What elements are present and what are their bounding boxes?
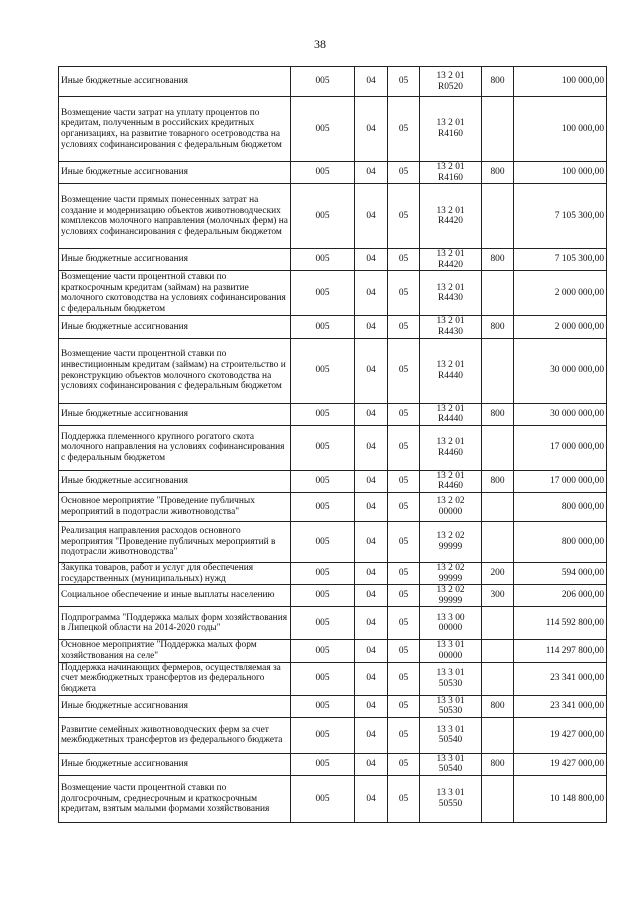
row-sum-cell: 800 000,00 [514,521,607,562]
row-name-cell: Социальное обеспечение и иные выплаты населению [59,585,291,607]
target-article-line: 13 3 01 [436,667,465,678]
row-subsection-cell: 05 [388,184,420,249]
row-expense-type-cell [482,607,514,640]
row-target-article-cell [420,338,482,403]
page-number: 38 [314,37,326,51]
row-admin-code-cell: 005 [291,562,355,584]
row-expense-type-cell: 800 [482,470,514,492]
row-subsection-cell: 05 [388,521,420,562]
row-name-cell: Основное мероприятие "Поддержка малых форм хозяйствования на селе" [59,640,291,662]
row-target-article-cell [420,775,482,822]
target-article-line: 13 2 01 [436,205,465,216]
row-name-cell: Иные бюджетные ассигнования [59,162,291,184]
row-subsection-cell: 05 [388,717,420,753]
row-section-cell: 04 [355,249,388,271]
target-article-line: 13 2 01 [436,162,465,172]
row-admin-code-cell: 005 [291,753,355,775]
target-article-line: 13 2 02 [436,496,465,507]
row-admin-code-cell: 005 [291,585,355,607]
table-row [59,162,607,184]
row-expense-type-cell [482,775,514,822]
row-name-cell: Иные бюджетные ассигнования [59,753,291,775]
row-expense-type-cell: 300 [482,585,514,607]
row-target-article-cell [420,184,482,249]
row-admin-code-cell: 005 [291,521,355,562]
row-expense-type-cell: 800 [482,316,514,338]
table-row [59,662,607,695]
row-expense-type-cell [482,97,514,162]
row-expense-type-cell: 200 [482,562,514,584]
row-section-cell: 04 [355,521,388,562]
row-name-cell: Возмещение части процентной ставки по долгосрочным, среднесрочным и краткосрочным кредитам, взятым малыми формами хозяйствования [59,775,291,822]
row-sum-cell: 114 297 800,00 [514,640,607,662]
row-section-cell: 04 [355,753,388,775]
table-row [59,184,607,249]
row-name-cell: Основное мероприятие "Проведение публичных мероприятий в подотрасли животноводства" [59,492,291,521]
target-article-line: R4460 [437,447,463,458]
row-target-article-cell [420,717,482,753]
row-subsection-cell: 05 [388,67,420,97]
target-article-line: 00000 [438,623,463,634]
row-target-article-cell [420,271,482,316]
row-admin-code-cell: 005 [291,695,355,717]
row-sum-cell: 594 000,00 [514,562,607,584]
row-name-cell: Иные бюджетные ассигнования [59,249,291,271]
row-section-cell: 04 [355,403,388,425]
row-expense-type-cell [482,338,514,403]
table-row [59,97,607,162]
row-admin-code-cell: 005 [291,249,355,271]
row-target-article-cell [420,316,482,338]
row-subsection-cell: 05 [388,492,420,521]
table-row [59,403,607,425]
row-target-article-cell [420,492,482,521]
row-subsection-cell: 05 [388,249,420,271]
target-article-line: R4160 [437,129,463,139]
row-name-cell: Реализация направления расходов основного мероприятия "Проведение публичных мероприятий в подотрасли животноводства" [59,521,291,562]
row-admin-code-cell: 005 [291,492,355,521]
row-section-cell: 04 [355,184,388,249]
row-subsection-cell: 05 [388,271,420,316]
table-row [59,249,607,271]
table-row [59,562,607,584]
row-expense-type-cell [482,184,514,249]
target-article-line: 13 2 01 [436,470,465,481]
row-sum-cell: 114 592 800,00 [514,607,607,640]
target-article-line: R4460 [437,481,463,492]
target-article-line: 13 3 01 [436,753,465,764]
target-article-line: R0520 [437,81,463,92]
target-article-line: R4440 [437,370,463,381]
budget-table [58,66,607,823]
row-admin-code-cell: 005 [291,338,355,403]
row-admin-code-cell: 005 [291,640,355,662]
row-name-cell: Возмещение части прямых понесенных затрат на создание и модернизацию объектов животноводческих комплексов молочного направления (молочных ферм) на условиях софинансирования с федеральным бюджетом [59,184,291,249]
row-target-article-cell [420,695,482,717]
row-section-cell: 04 [355,717,388,753]
row-subsection-cell: 05 [388,562,420,584]
row-target-article-cell [420,585,482,607]
target-article-line: 13 3 01 [436,640,465,651]
row-target-article-cell [420,470,482,492]
row-subsection-cell: 05 [388,695,420,717]
row-expense-type-cell [482,425,514,470]
row-target-article-cell [420,753,482,775]
target-article-line: 13 2 01 [436,437,465,448]
row-sum-cell: 2 000 000,00 [514,316,607,338]
row-sum-cell: 30 000 000,00 [514,403,607,425]
row-admin-code-cell: 005 [291,403,355,425]
row-admin-code-cell: 005 [291,425,355,470]
row-section-cell: 04 [355,97,388,162]
row-sum-cell: 100 000,00 [514,162,607,184]
row-admin-code-cell: 005 [291,662,355,695]
target-article-line: 50530 [438,678,463,689]
row-target-article-cell [420,97,482,162]
target-article-line: 13 3 00 [436,612,465,623]
row-subsection-cell: 05 [388,162,420,184]
target-article-line: 00000 [438,650,463,661]
row-expense-type-cell: 800 [482,753,514,775]
table-row [59,316,607,338]
row-sum-cell: 206 000,00 [514,585,607,607]
row-name-cell: Иные бюджетные ассигнования [59,403,291,425]
row-name-cell: Возмещение части процентной ставки по краткосрочным кредитам (займам) на развитие молочного скотоводства на условиях софинансирования с федеральным бюджетом [59,271,291,316]
row-name-cell: Иные бюджетные ассигнования [59,470,291,492]
row-name-cell: Иные бюджетные ассигнования [59,67,291,97]
target-article-line: R4430 [437,326,463,337]
target-article-line: 13 2 02 [436,531,465,542]
row-admin-code-cell: 005 [291,717,355,753]
row-sum-cell: 30 000 000,00 [514,338,607,403]
row-subsection-cell: 05 [388,640,420,662]
row-name-cell: Поддержка племенного крупного рогатого скота молочного направления на условиях софинансирования с федеральным бюджетом [59,425,291,470]
target-article-line: 13 2 02 [436,585,465,596]
row-name-cell: Закупка товаров, работ и услуг для обеспечения государственных (муниципальных) нужд [59,562,291,584]
row-name-cell: Иные бюджетные ассигнования [59,316,291,338]
row-subsection-cell: 05 [388,470,420,492]
target-article-line: 13 2 01 [436,282,465,293]
target-article-line: R4420 [437,259,463,270]
row-section-cell: 04 [355,67,388,97]
row-name-cell: Возмещение части процентной ставки по инвестиционным кредитам (займам) на строительство и реконструкцию объектов молочного скотоводства на условиях софинансирования с федеральным бюджетом [59,338,291,403]
row-target-article-cell [420,521,482,562]
row-subsection-cell: 05 [388,316,420,338]
target-article-line: R4430 [437,293,463,304]
target-article-line: 50530 [438,706,463,717]
target-article-line: 13 2 01 [436,403,465,414]
row-section-cell: 04 [355,316,388,338]
row-subsection-cell: 05 [388,97,420,162]
row-expense-type-cell [482,640,514,662]
row-subsection-cell: 05 [388,403,420,425]
table-row [59,338,607,403]
row-name-cell: Возмещение части затрат на уплату процентов по кредитам, полученным в российских кредитных организациях, на развитие товарного осетроводства на условиях софинансирования с федеральным бюджетом [59,97,291,162]
target-article-line: R4160 [437,172,463,183]
row-section-cell: 04 [355,607,388,640]
row-section-cell: 04 [355,562,388,584]
row-sum-cell: 7 105 300,00 [514,184,607,249]
target-article-line: R4420 [437,216,463,227]
target-article-line: 13 2 02 [436,562,465,573]
target-article-line: 99999 [438,573,463,584]
table-row [59,717,607,753]
row-admin-code-cell: 005 [291,97,355,162]
target-article-line: 13 3 01 [436,724,465,735]
table-row [59,585,607,607]
row-admin-code-cell: 005 [291,67,355,97]
row-sum-cell: 2 000 000,00 [514,271,607,316]
row-sum-cell: 100 000,00 [514,67,607,97]
row-target-article-cell [420,640,482,662]
table-row [59,607,607,640]
target-article-line: 00000 [438,506,463,517]
row-section-cell: 04 [355,585,388,607]
row-name-cell: Развитие семейных животноводческих ферм за счет межбюджетных трансфертов из федерального бюджета [59,717,291,753]
row-subsection-cell: 05 [388,585,420,607]
row-target-article-cell [420,562,482,584]
target-article-line: 13 2 01 [436,316,465,327]
row-section-cell: 04 [355,271,388,316]
row-target-article-cell [420,662,482,695]
row-section-cell: 04 [355,425,388,470]
row-sum-cell: 10 148 800,00 [514,775,607,822]
row-admin-code-cell: 005 [291,316,355,338]
row-admin-code-cell: 005 [291,775,355,822]
row-sum-cell: 19 427 000,00 [514,753,607,775]
row-expense-type-cell [482,492,514,521]
row-sum-cell: 17 000 000,00 [514,425,607,470]
row-subsection-cell: 05 [388,753,420,775]
row-expense-type-cell [482,662,514,695]
row-expense-type-cell [482,521,514,562]
row-sum-cell: 17 000 000,00 [514,470,607,492]
row-subsection-cell: 05 [388,607,420,640]
table-row [59,753,607,775]
row-expense-type-cell: 800 [482,249,514,271]
row-target-article-cell [420,162,482,184]
budget-table-body [59,67,607,823]
row-admin-code-cell: 005 [291,607,355,640]
row-subsection-cell: 05 [388,338,420,403]
target-article-line: 50550 [438,798,463,809]
table-row [59,775,607,822]
row-expense-type-cell: 800 [482,695,514,717]
table-row [59,470,607,492]
row-expense-type-cell: 800 [482,162,514,184]
table-row [59,695,607,717]
row-sum-cell: 800 000,00 [514,492,607,521]
row-name-cell: Подпрограмма "Поддержка малых форм хозяйствования в Липецкой области на 2014-2020 годы" [59,607,291,640]
row-subsection-cell: 05 [388,425,420,470]
row-sum-cell: 23 341 000,00 [514,662,607,695]
row-expense-type-cell [482,271,514,316]
target-article-line: 13 2 01 [436,70,465,81]
target-article-line: 50540 [438,764,463,775]
row-target-article-cell [420,607,482,640]
target-article-line: 99999 [438,541,463,552]
target-article-line: R4440 [437,414,463,425]
row-subsection-cell: 05 [388,662,420,695]
row-sum-cell: 19 427 000,00 [514,717,607,753]
table-row [59,67,607,97]
row-target-article-cell [420,403,482,425]
table-row [59,271,607,316]
row-expense-type-cell [482,717,514,753]
target-article-line: 13 2 01 [436,249,465,260]
target-article-line: 13 3 01 [436,788,465,799]
row-name-cell: Иные бюджетные ассигнования [59,695,291,717]
row-subsection-cell: 05 [388,775,420,822]
row-name-cell: Поддержка начинающих фермеров, осуществляемая за счет межбюджетных трансфертов из федерального бюджета [59,662,291,695]
row-section-cell: 04 [355,470,388,492]
target-article-line: 99999 [438,595,463,606]
row-section-cell: 04 [355,162,388,184]
target-article-line: 13 2 01 [436,118,465,129]
row-sum-cell: 100 000,00 [514,97,607,162]
row-section-cell: 04 [355,338,388,403]
table-row [59,492,607,521]
row-admin-code-cell: 005 [291,271,355,316]
row-sum-cell: 7 105 300,00 [514,249,607,271]
table-row [59,640,607,662]
row-target-article-cell [420,67,482,97]
row-admin-code-cell: 005 [291,184,355,249]
table-row [59,521,607,562]
row-target-article-cell [420,425,482,470]
row-section-cell: 04 [355,662,388,695]
row-section-cell: 04 [355,640,388,662]
row-expense-type-cell: 800 [482,403,514,425]
target-article-line: 13 2 01 [436,359,465,370]
table-row [59,425,607,470]
row-section-cell: 04 [355,695,388,717]
row-sum-cell: 23 341 000,00 [514,695,607,717]
target-article-line: 50540 [438,735,463,746]
row-expense-type-cell: 800 [482,67,514,97]
row-target-article-cell [420,249,482,271]
target-article-line: 13 3 01 [436,695,465,706]
row-admin-code-cell: 005 [291,470,355,492]
row-admin-code-cell: 005 [291,162,355,184]
row-section-cell: 04 [355,492,388,521]
row-section-cell: 04 [355,775,388,822]
